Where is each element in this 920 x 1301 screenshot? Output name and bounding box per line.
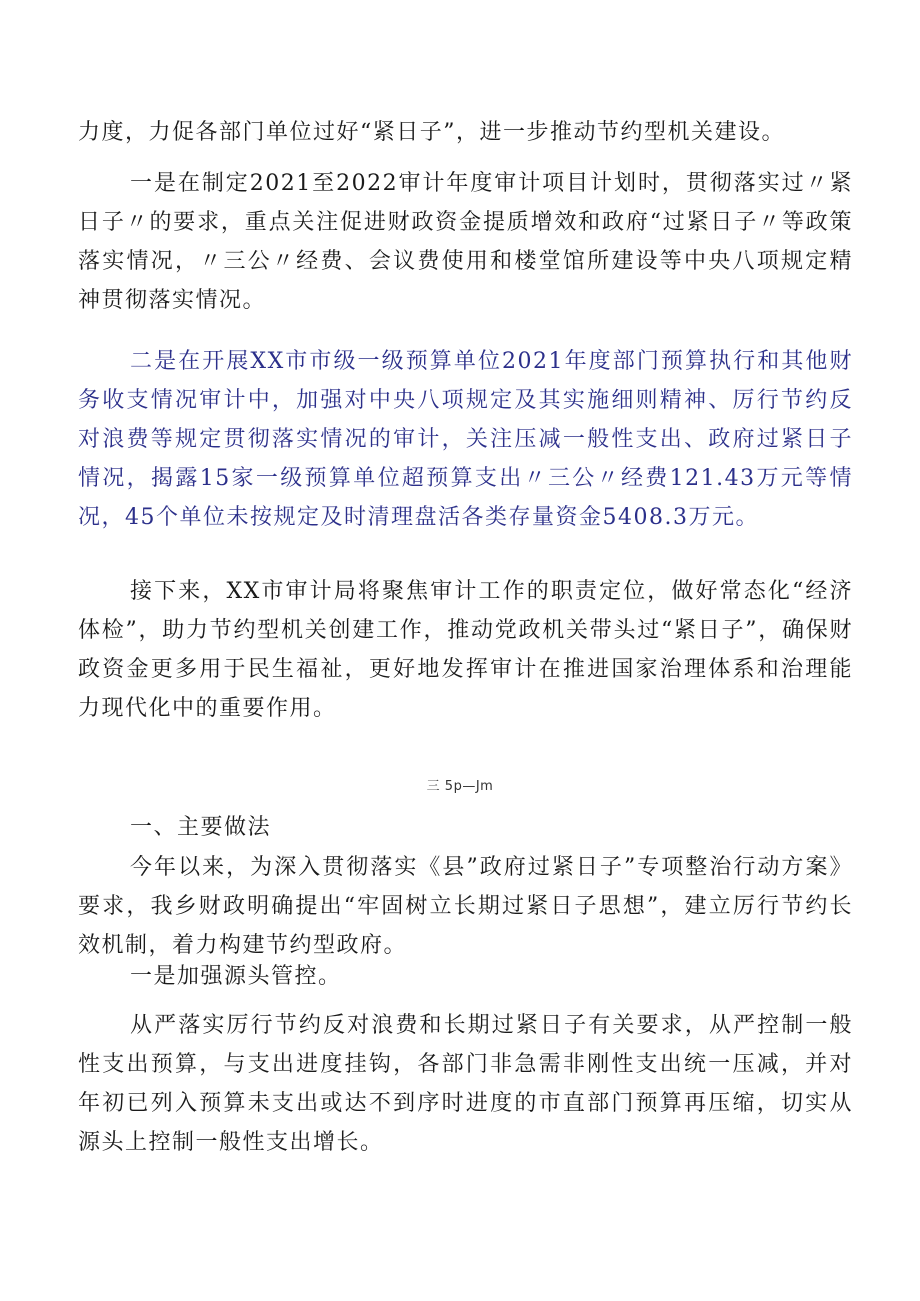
paragraph-source-control: 从严落实厉行节约反对浪费和长期过紧日子有关要求，从严控制一般性支出预算，与支出进度挂钩，各部门非急需非刚性支出统一压减，并对年初已列入预算未支出或达不到序时进度的市直部门预算再压缩，切实从源头上控制一般性支出增长。 [78, 1013, 853, 1155]
paragraph-subheading: 一是加强源头管控。 [130, 964, 342, 989]
paragraph-second-measure: 二是在开展XX市市级一级预算单位2021年度部门预算执行和其他财务收支情况审计中，加强对中央八项规定及其实施细则精神、厉行节约反对浪费等规定贯彻落实情况的审计，关注压减一般性支出、政府过紧日子情况，揭露15家一级预算单位超预算支出〃三公〃经费121.43万元等情况，45个单位未按规定及时清理盘活各类存量资金5408.3万元。 [78, 349, 853, 530]
paragraph-intro-continuation: 力度，力促各部门单位过好“紧日子”，进一步推动节约型机关建设。 [78, 120, 785, 145]
section-heading: 一、主要做法 [130, 815, 272, 840]
paragraph-overview: 今年以来，为深入贯彻落实《县”政府过紧日子”专项整治行动方案》要求，我乡财政明确提出“牢固树立长期过紧日子思想”，建立厉行节约长效机制，着力构建节约型政府。 [78, 855, 853, 958]
section-separator: 三 5p—Jm [426, 779, 494, 794]
paragraph-first-measure: 一是在制定2021至2022审计年度审计项目计划时，贯彻落实过〃紧日子〃的要求，重点关注促进财政资金提质增效和政府“过紧日子〃等政策落实情况，〃三公〃经费、会议费使用和楼堂馆所建设等中央八项规定精神贯彻落实情况。 [78, 171, 853, 313]
paragraph-next-steps: 接下来，XX市审计局将聚焦审计工作的职责定位，做好常态化“经济体检”，助力节约型机关创建工作，推动党政机关带头过“紧日子”，确保财政资金更多用于民生福祉，更好地发挥审计在推进国家治理体系和治理能力现代化中的重要作用。 [78, 579, 853, 721]
